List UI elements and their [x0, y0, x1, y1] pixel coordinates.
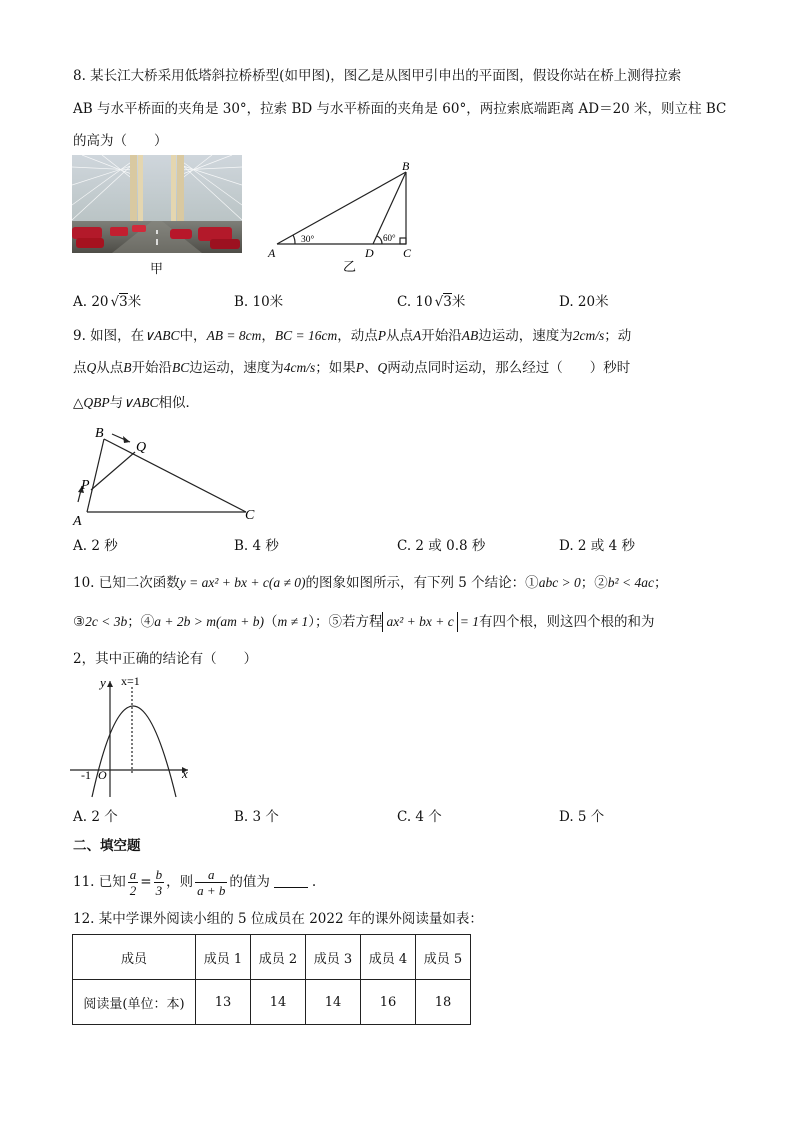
q11-f2-den: 3	[155, 883, 163, 898]
q10-conclusion-5: = 1	[459, 614, 479, 629]
q11-mid: ，则	[166, 874, 194, 890]
table-header-cell: 成员 3	[306, 935, 361, 980]
photo-caption: 甲	[150, 262, 164, 277]
q9-text-1b: 中，	[179, 328, 207, 344]
q9-side-bc: BC	[172, 360, 190, 375]
q8-option-c-unit: 米	[451, 294, 466, 310]
q10-conclusion-2: b² < 4ac	[607, 575, 654, 590]
q10-label-axis: x=1	[121, 674, 140, 688]
q11-f3-num: a	[195, 867, 227, 883]
q10-function: y = ax² + bx + c(a ≠ 0)	[179, 575, 306, 590]
q11-f2-num: b	[155, 867, 163, 882]
bridge-photo	[72, 155, 242, 253]
q9-point-p: P	[377, 328, 387, 343]
q9-text-1c: ，动点	[337, 328, 378, 344]
q9-segment-pq	[91, 452, 135, 490]
q8-option-c[interactable]: C. 10 √3米	[397, 294, 466, 310]
q8-option-d[interactable]: D. 20米	[559, 294, 609, 310]
q10-option-d[interactable]: D. 5 个	[559, 809, 605, 825]
reading-table	[72, 934, 471, 1025]
q10-conclusion-4-condition: m ≠ 1	[277, 614, 309, 629]
q11-f1-den: 2	[129, 883, 137, 898]
q10-option-b[interactable]: B. 3 个	[234, 809, 279, 825]
q11-end: .	[311, 874, 317, 890]
q10-text-2e: 有四个根，则这四个根的和为	[478, 614, 655, 630]
q10-text-1c: ；②	[580, 575, 608, 591]
table-row-label: 阅读量(单位：本)	[73, 980, 196, 1025]
q9-text-1g: ；动	[604, 328, 632, 344]
q10-option-a[interactable]: A. 2 个	[73, 809, 118, 825]
q8-option-c-sqrt: 3	[443, 294, 452, 310]
q9-speed-p: 2cm/s	[572, 328, 605, 343]
q8-option-a-text: A. 20	[73, 294, 109, 310]
q10-abs-expression: ax² + bx + c	[382, 612, 457, 632]
q9-side-ab: AB	[461, 328, 479, 343]
q10-text-2d: ）；⑤若方程	[308, 614, 383, 630]
q9-label-c: C	[245, 508, 255, 523]
q8-line-3: 的高为（ ）	[73, 133, 168, 149]
q10-text-1b: 的图象如图所示，有下列 5 个结论：①	[305, 575, 539, 591]
q10-conclusion-4: a + 2b > m(am + b)	[154, 614, 265, 629]
q10-option-c[interactable]: C. 4 个	[397, 809, 442, 825]
q9-side-bc-line	[104, 439, 246, 512]
q8-label-c: C	[403, 246, 412, 260]
q9-line-3	[73, 393, 199, 413]
q10-label-origin: O	[98, 768, 107, 782]
q8-label-a: A	[268, 246, 276, 260]
q12-line: 12. 某中学课外阅读小组的 5 位成员在 2022 年的课外阅读量如表：	[73, 911, 483, 927]
q11-equals: =	[140, 874, 152, 890]
q8-option-a-sqrt: 3	[119, 294, 128, 310]
q9-label-b: B	[95, 426, 104, 441]
q9-text-2f: 两动点同时运动，那么经过（ ）秒时	[387, 360, 631, 376]
q8-options	[73, 290, 733, 310]
q10-conclusion-1: abc > 0	[538, 575, 581, 590]
q10-line-3: 2，其中正确的结论有（ ）	[73, 651, 258, 667]
q10-conclusion-3: 2c < 3b	[85, 614, 128, 629]
q11-prefix: 11. 已知	[73, 874, 126, 890]
q8-line-1: 8. 某长江大桥采用低塔斜拉桥桥型(如甲图)，图乙是从图甲引申出的平面图，假设你站在桥上测得拉索	[73, 68, 682, 84]
q10-label-neg1: -1	[81, 768, 91, 782]
q8-right-angle-mark	[400, 238, 406, 244]
q9-label-p: P	[81, 478, 90, 493]
q9-text-3c: 相似．	[158, 395, 200, 411]
q8-option-a-unit: 米	[127, 294, 142, 310]
q9-points-pq: P、Q	[355, 360, 388, 375]
q10-text-1d: ；	[653, 575, 668, 591]
q8-diagram-caption: 乙	[343, 260, 357, 275]
q9-triangle-abc-2: ∨ABC	[123, 395, 159, 410]
q9-label-a: A	[73, 514, 82, 529]
q10-text-2a: ③	[73, 614, 86, 630]
section-title-fill-in: 二、填空题	[73, 838, 141, 854]
table-cell: 14	[306, 980, 361, 1025]
q9-bc-length: BC = 16cm	[274, 328, 338, 343]
q9-text-3b: 与	[109, 395, 124, 411]
q10-label-y: y	[100, 675, 106, 690]
q8-arc-d	[377, 236, 382, 244]
q8-label-d: D	[365, 246, 374, 260]
q9-label-q: Q	[136, 440, 147, 455]
q9-sep: ，	[261, 328, 275, 344]
q8-option-b[interactable]: B. 10米	[234, 294, 284, 310]
q9-text-2a: 点	[73, 360, 87, 376]
q8-line-2: AB 与水平桥面的夹角是 30°，拉索 BD 与水平桥面的夹角是 60°，两拉索底端距离 AD＝20 米，则立柱 BC	[73, 101, 727, 117]
bridge-photo-illustration	[72, 155, 242, 253]
q9-text-2b: 从点	[96, 360, 124, 376]
table-cell: 14	[251, 980, 306, 1025]
q11-f1-num: a	[129, 867, 137, 882]
q10-parabola-curve	[92, 706, 176, 797]
q9-option-b[interactable]: B. 4 秒	[234, 538, 279, 554]
table-header-cell: 成员 1	[196, 935, 251, 980]
q9-text-1f: 边运动，速度为	[478, 328, 573, 344]
table-cell: 18	[416, 980, 471, 1025]
table-header-cell: 成员 2	[251, 935, 306, 980]
q11-suffix: 的值为	[229, 874, 270, 890]
q11-answer-blank[interactable]	[274, 873, 308, 888]
q10-line-2	[73, 612, 654, 632]
q10-line-1	[73, 573, 667, 593]
q11-fraction-b-3	[154, 867, 165, 898]
q9-arrowhead-q	[123, 436, 130, 443]
q10-y-arrow	[107, 681, 113, 687]
table-header-cell: 成员	[73, 935, 196, 980]
q9-text-2d: 边运动，速度为	[189, 360, 284, 376]
q9-point-q: Q	[86, 360, 97, 375]
q9-options	[73, 534, 733, 554]
q9-triangle-diagram	[68, 420, 268, 530]
table-header-cell: 成员 5	[416, 935, 471, 980]
table-header-row	[73, 935, 471, 980]
q11-line	[73, 864, 316, 900]
q10-text-2b: ；④	[127, 614, 155, 630]
q8-option-a[interactable]: A. 20 √3米	[73, 294, 142, 310]
q9-point-a: A	[413, 328, 422, 343]
q8-option-c-text: C. 10	[397, 294, 433, 310]
table-cell: 16	[361, 980, 416, 1025]
table-cell: 13	[196, 980, 251, 1025]
q8-angle-d-label: 60°	[383, 233, 396, 243]
q9-ab-length: AB = 8cm	[206, 328, 262, 343]
q9-point-b: B	[123, 360, 132, 375]
q8-label-b: B	[402, 160, 410, 173]
q9-triangle-qbp: QBP	[83, 395, 110, 410]
q9-option-d[interactable]: D. 2 或 4 秒	[559, 538, 635, 554]
table-row	[73, 980, 471, 1025]
q9-text-2e: ；如果	[315, 360, 356, 376]
q10-text-2c: （	[264, 614, 278, 630]
q9-option-c[interactable]: C. 2 或 0.8 秒	[397, 538, 486, 554]
q9-triangle-abc: ∨ABC	[144, 328, 180, 343]
q9-side-ab-line	[87, 439, 104, 512]
q8-arc-a	[293, 235, 295, 244]
q9-speed-q: 4cm/s	[283, 360, 316, 375]
q9-text-3a: △	[73, 395, 84, 411]
q9-text-1d: 从点	[386, 328, 414, 344]
q9-option-a[interactable]: A. 2 秒	[73, 538, 118, 554]
q11-fraction-target	[195, 867, 227, 898]
table-header-cell: 成员 4	[361, 935, 416, 980]
q10-text-1a: 10. 已知二次函数	[73, 575, 180, 591]
q9-text-1a: 9. 如图，在	[73, 328, 145, 344]
q11-fraction-a-2	[128, 867, 139, 898]
q11-f3-den: a + b	[197, 883, 226, 898]
q9-text-1e: 开始沿	[421, 328, 462, 344]
q9-line-2	[73, 358, 630, 378]
q8-angle-a-label: 30°	[301, 235, 315, 245]
q10-options	[73, 805, 733, 825]
q9-line-1	[73, 326, 631, 346]
q10-parabola-graph	[70, 673, 200, 803]
q8-triangle-diagram	[265, 160, 425, 275]
q10-label-x: x	[182, 766, 188, 781]
q9-text-2c: 开始沿	[131, 360, 172, 376]
